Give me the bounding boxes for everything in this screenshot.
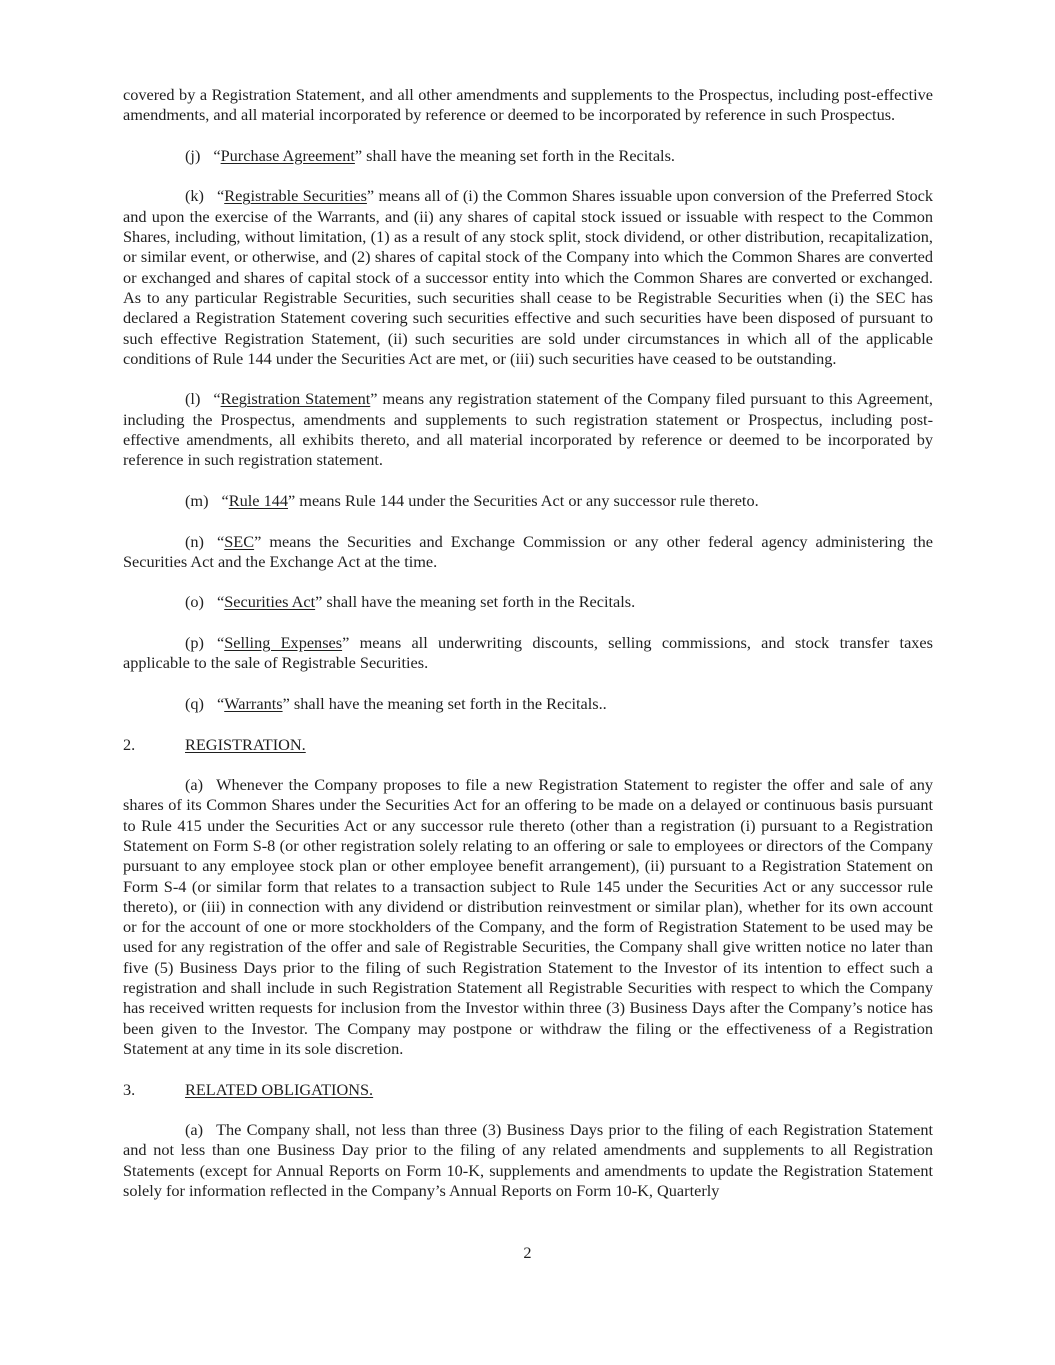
defined-term: Registrable Securities bbox=[224, 186, 367, 206]
definition-text: ” means any registration statement of the Company filed pursuant to this Agreement, including the Prospectus, amendments and supplements to such registration statement or Prospectus, including post-effective amendments, all exhibits thereto, and all material incorporated by reference or deemed to be incorporated by reference in such registration statement. bbox=[123, 389, 933, 470]
definition-paragraph-o bbox=[123, 592, 933, 612]
definition-label: (p) bbox=[185, 633, 204, 653]
definition-text: ” means all underwriting discounts, selling commissions, and stock transfer taxes applicable to the sale of Registrable Securities. bbox=[123, 633, 933, 673]
defined-term: SEC bbox=[224, 531, 255, 551]
defined-term: Warrants bbox=[224, 693, 283, 713]
definition-paragraph-k bbox=[123, 186, 933, 369]
open-quote: “ bbox=[213, 389, 221, 409]
open-quote: “ bbox=[216, 693, 225, 713]
definition-text: ” shall have the meaning set forth in the Recitals. bbox=[315, 592, 636, 612]
definition-label: (j) bbox=[185, 145, 201, 165]
defined-term: Rule 144 bbox=[228, 490, 288, 510]
section-number: 2. bbox=[123, 734, 136, 754]
section-title: REGISTRATION. bbox=[185, 734, 306, 754]
definition-label: (o) bbox=[185, 592, 204, 612]
definition-label: (k) bbox=[185, 186, 204, 206]
definition-paragraph-m bbox=[123, 491, 933, 511]
paragraph-label: (a) bbox=[185, 775, 204, 795]
section-title: RELATED OBLIGATIONS. bbox=[185, 1079, 374, 1099]
page-number: 2 bbox=[523, 1243, 532, 1262]
definition-text: ” means the Securities and Exchange Commission or any other federal agency administering the Securities Act and the Exchange Act at the time. bbox=[123, 531, 933, 571]
continuation-text: covered by a Registration Statement, and all other amendments and supplements to the Prospectus, including post-effective amendments, and all material incorporated by reference or deemed to be incorporated by reference in such Prospectus. bbox=[123, 85, 933, 125]
section-heading-3 bbox=[123, 1080, 933, 1100]
definition-text: ” shall have the meaning set forth in the Recitals.. bbox=[282, 693, 607, 713]
open-quote: “ bbox=[221, 490, 229, 510]
defined-term: Purchase Agreement bbox=[220, 145, 355, 165]
definition-text: ” means Rule 144 under the Securities Act or any successor rule thereto. bbox=[288, 490, 759, 510]
definition-text: ” means all of (i) the Common Shares issuable upon conversion of the Preferred Stock and upon the exercise of the Warrants, and (ii) any shares of capital stock issued or issuable with respect to the Common Shares, including, without limitation, (1) as a result of any stock split, stock dividend, or other distribution, recapitalization, or similar event, or otherwise, and (2) shares of capital stock of the Company into which the Common Shares are converted or exchanged and shares of capital stock of a successor entity into which the Common Shares are converted or exchanged. As to any particular Registrable Securities, such securities shall cease to be Registrable Securities when (i) the SEC has declared a Registration Statement covering such securities effective and such securities have been disposed of pursuant to such effective Registration Statement, (ii) such securities are sold under circumstances in which all of the applicable conditions of Rule 144 under the Securities Act are met, or (iii) such securities have ceased to be outstanding. bbox=[123, 186, 934, 368]
definition-paragraph-j bbox=[123, 146, 933, 166]
open-quote: “ bbox=[216, 531, 225, 551]
definition-label: (l) bbox=[185, 389, 201, 409]
section-2a-paragraph bbox=[123, 775, 933, 1059]
continuation-paragraph bbox=[123, 85, 933, 126]
paragraph-label: (a) bbox=[185, 1120, 204, 1140]
definition-label: (n) bbox=[185, 531, 204, 551]
definition-paragraph-q bbox=[123, 694, 933, 714]
open-quote: “ bbox=[216, 633, 225, 653]
defined-term: Registration Statement bbox=[220, 389, 371, 409]
section-heading-2 bbox=[123, 735, 933, 755]
definition-label: (q) bbox=[185, 693, 204, 713]
open-quote: “ bbox=[216, 186, 225, 206]
definition-paragraph-l bbox=[123, 389, 933, 470]
definition-paragraph-p bbox=[123, 633, 933, 674]
paragraph-text: Whenever the Company proposes to file a new Registration Statement to register the offer and sale of any shares of its Common Shares under the Securities Act for an offering to be made on a delayed or continuous basis pursuant to Rule 415 under the Securities Act or any successor rule thereto (other than a registration (i) pursuant to a Registration Statement on Form S-8 (or other registration solely relating to an offering or sale to employees or directors of the Company pursuant to any employee stock plan or other employee benefit arrangement), (ii) pursuant to a Registration Statement on Form S-4 (or similar form that relates to a transaction subject to Rule 145 under the Securities Act or any successor rule thereto), or (iii) in connection with any dividend or distribution reinvestment or similar plan), whether for its own account or for the account of one or more stockholders of the Company, and the form of Registration Statement to be used may be used for any registration of the offer and sale of Registrable Securities, the Company shall give written notice no later than five (5) Business Days prior to the filing of such Registration Statement to the Investor of its intention to effect such a registration and shall include in such Registration Statement all Registrable Securities with respect to which the Company has received written requests for inclusion from the Investor within three (3) Business Days after the Company’s notice has been given to the Investor. The Company may postpone or withdraw the filing or the effectiveness of a Registration Statement at any time in its sole discretion. bbox=[123, 775, 933, 1058]
section-number: 3. bbox=[123, 1079, 136, 1099]
defined-term: Selling Expenses bbox=[224, 633, 343, 653]
open-quote: “ bbox=[216, 592, 225, 612]
document-body bbox=[123, 85, 933, 1222]
definition-paragraph-n bbox=[123, 532, 933, 573]
section-3a-paragraph bbox=[123, 1120, 933, 1201]
defined-term: Securities Act bbox=[224, 592, 316, 612]
paragraph-text: The Company shall, not less than three (3) Business Days prior to the filing of each Registration Statement and not less than one Business Day prior to the filing of any related amendments and supplements to all Registration Statements (except for Annual Reports on Form 10-K, supplements and amendments to update the Registration Statement solely for information reflected in the Company’s Annual Reports on Form 10-K, Quarterly bbox=[123, 1120, 933, 1201]
open-quote: “ bbox=[213, 145, 221, 165]
definition-text: ” shall have the meaning set forth in the Recitals. bbox=[354, 145, 675, 165]
definition-label: (m) bbox=[185, 490, 209, 510]
